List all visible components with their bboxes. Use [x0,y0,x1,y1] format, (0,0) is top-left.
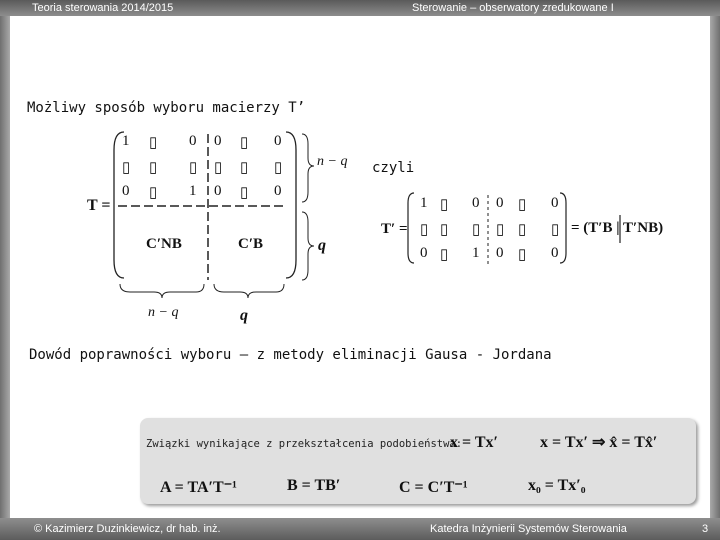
Tp-r1c1: 1 [420,195,428,211]
T-r2c5: ▯ [240,160,249,176]
similarity-label: Związki wynikające z przekształcenia podobieństwa: [146,438,463,450]
Tp-r2c2: ▯ [440,222,449,238]
eq-x0: x₀ = Tx′₀ [528,477,586,494]
Tp-r2c6: ▯ [551,222,560,238]
Tp-r3c2: ▯ [440,247,449,263]
eq-A: A = TA′T⁻¹ [160,479,237,496]
header-course-title: Teoria sterowania 2014/2015 [32,2,174,14]
T-r2c4: ▯ [214,160,223,176]
Tp-r1c2: ▯ [440,197,449,213]
matrix-T-diagram [80,120,370,335]
Tp-r2c5: ▯ [518,222,527,238]
brace-right-lower [302,212,314,280]
block-C-B: C′B [238,236,264,252]
block-C-NB: C′NB [146,236,182,252]
footer-author: © Kazimierz Duzinkiewicz, dr hab. inż. [34,523,221,535]
footer-page-number: 3 [702,523,709,535]
eq-x-Tx: x = Tx′ [450,434,498,451]
heading-matrix-choice: Możliwy sposób wyboru macierzy T’ [27,100,306,116]
brace-bottom-left [120,284,204,298]
T-r3c5: ▯ [240,185,249,201]
Tp-r2c4: ▯ [496,222,505,238]
label-n-minus-q-right: n − q [317,154,348,169]
T-r1c3: 0 [189,133,197,149]
T-r1c2: ▯ [149,135,158,151]
T-r2c6: ▯ [274,160,283,176]
eq-B: B = TB′ [287,477,341,494]
footer-department: Katedra Inżynierii Systemów Sterowania [430,523,627,535]
matrix-Tprime-lhs: T′ = [381,221,408,237]
T-r1c6: 0 [274,133,282,149]
heading-proof: Dowód poprawności wyboru – z metody eliminacji Gausa - Jordana [29,347,552,363]
matrix-T-left-bracket [114,132,124,278]
T-r1c1: 1 [122,133,130,149]
text-czyli: czyli [372,160,415,176]
T-r1c5: ▯ [240,135,249,151]
T-r3c1: 0 [122,183,130,199]
Tp-r1c6: 0 [551,195,559,211]
Tp-r1c4: 0 [496,195,504,211]
T-r2c2: ▯ [149,160,158,176]
label-n-minus-q-bottom: n − q [148,305,179,320]
eq-C: C = C′T⁻¹ [399,479,468,496]
header-slide-title: Sterowanie – obserwatory zredukowane I [412,2,614,14]
matrix-Tprime-right-bracket [560,193,566,263]
Tp-r2c3: ▯ [472,222,481,238]
T-r3c2: ▯ [149,185,158,201]
Tp-r1c5: ▯ [518,197,527,213]
Tp-r3c4: 0 [496,245,504,261]
matrix-T-right-bracket [286,132,296,278]
T-r2c1: ▯ [122,160,131,176]
T-r1c4: 0 [214,133,222,149]
matrix-Tprime-rhs: = (T′B | T′NB) [571,220,664,236]
T-r3c6: 0 [274,183,282,199]
Tp-r1c3: 0 [472,195,480,211]
T-r3c3: 1 [189,183,197,199]
Tp-r3c3: 1 [472,245,480,261]
label-q-bottom: q [240,307,248,324]
T-r2c3: ▯ [189,160,198,176]
matrix-T-lhs: T = [87,197,111,214]
Tp-r3c6: 0 [551,245,559,261]
eq-xhat-Txhat: x = Tx′ ⇒ x̂ = Tx̂′ [540,434,658,451]
Tp-r3c5: ▯ [518,247,527,263]
right-frame [710,0,720,540]
T-r3c4: 0 [214,183,222,199]
left-frame [0,0,10,540]
Tp-r2c1: ▯ [420,222,429,238]
matrix-Tprime-left-bracket [408,193,414,263]
brace-right-upper [302,134,314,202]
label-q-right: q [318,237,326,254]
brace-bottom-right [214,284,284,298]
Tp-r3c1: 0 [420,245,428,261]
